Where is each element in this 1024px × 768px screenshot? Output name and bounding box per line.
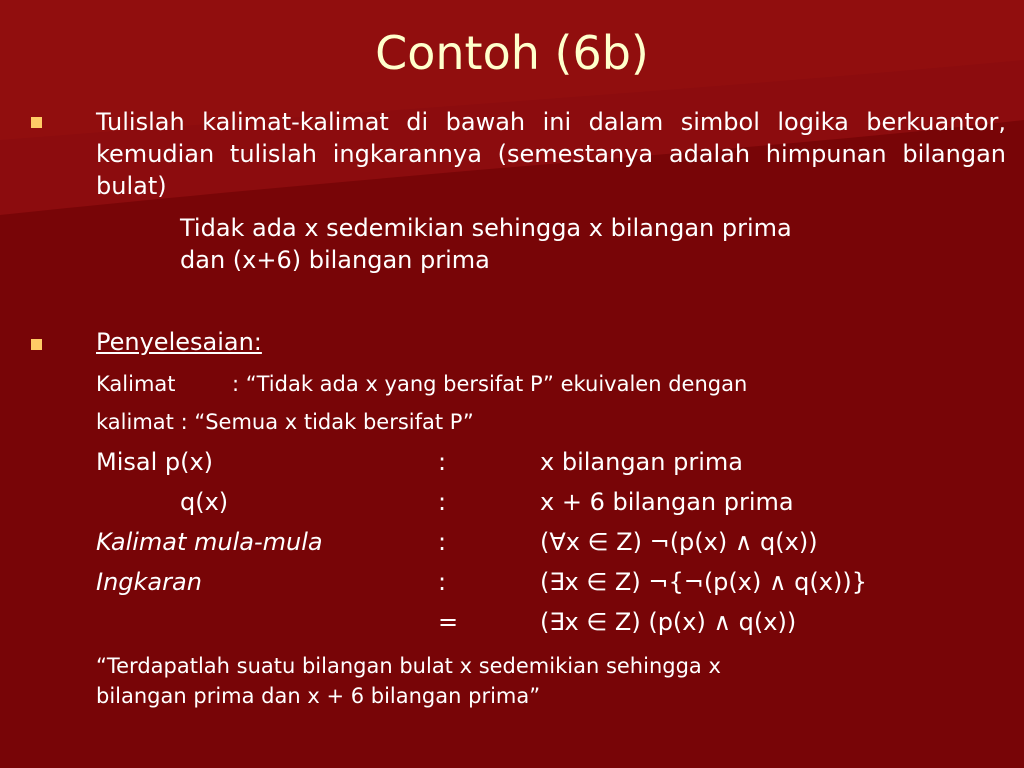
statement-line-2: dan (x+6) bilangan prima (180, 246, 490, 274)
row-label-qx: q(x) (180, 488, 229, 516)
bullet-square-icon (31, 117, 42, 128)
row-label-ingkaran: Ingkaran (96, 568, 202, 596)
row-label-misal: Misal p(x) (96, 448, 214, 476)
row-value: (∀x ∈ Z) ¬(p(x) ∧ q(x)) (540, 528, 818, 556)
instruction-text: Tulislah kalimat-kalimat di bawah ini dalam simbol logika berkuantor, kemudian tulislah ingkarannya (semestanya adalah himpunan bilangan bulat) (96, 108, 1006, 200)
row-value: (∃x ∈ Z) (p(x) ∧ q(x)) (540, 608, 797, 636)
row-label-kalimat-mula: Kalimat mula-mula (96, 528, 323, 556)
row-value: x + 6 bilangan prima (540, 488, 794, 516)
row-sep: : (438, 448, 447, 476)
row-sep: : (438, 528, 447, 556)
slide-title: Contoh (6b) (375, 26, 649, 80)
row-value: x bilangan prima (540, 448, 743, 476)
kalimat-label: Kalimat (96, 372, 176, 396)
row-value: (∃x ∈ Z) ¬{¬(p(x) ∧ q(x))} (540, 568, 867, 596)
kalimat-text-1: : “Tidak ada x yang bersifat P” ekuivalen dengan (232, 372, 748, 396)
row-sep: : (438, 568, 447, 596)
bullet-square-icon (31, 339, 42, 350)
row-sep: : (438, 488, 447, 516)
kalimat-text-2: kalimat : “Semua x tidak bersifat P” (96, 410, 474, 434)
conclusion-line-1: “Terdapatlah suatu bilangan bulat x sedemikian sehingga x (96, 654, 721, 678)
row-sep-equals: = (438, 608, 459, 636)
statement-line-1: Tidak ada x sedemikian sehingga x bilangan prima (180, 214, 792, 242)
solution-heading: Penyelesaian: (96, 328, 262, 356)
conclusion-line-2: bilangan prima dan x + 6 bilangan prima” (96, 684, 541, 708)
